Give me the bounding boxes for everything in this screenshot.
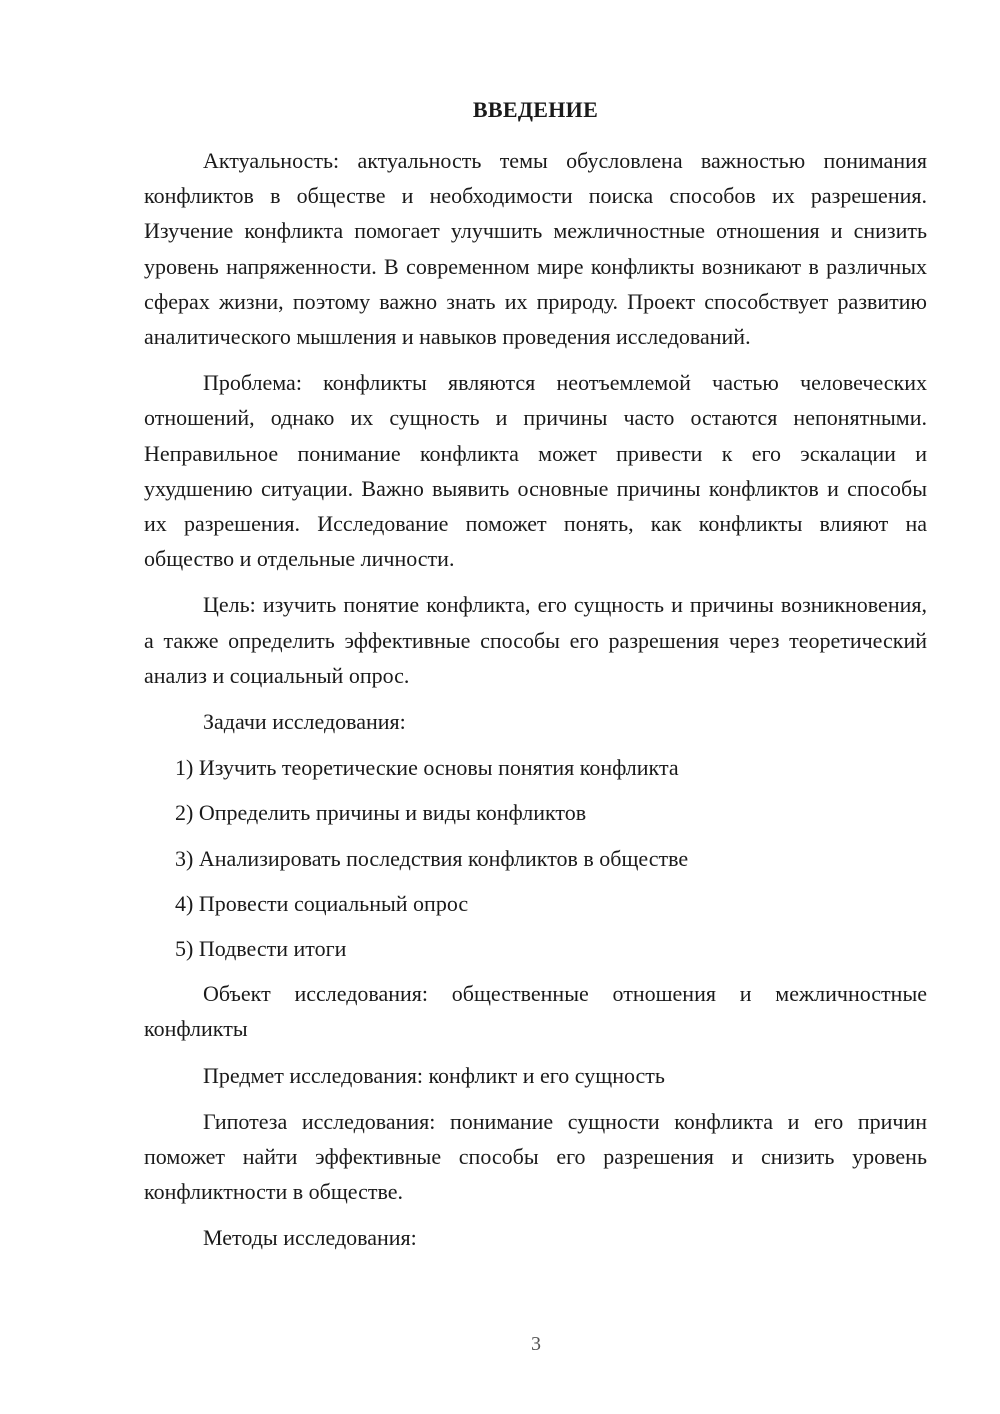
hypothesis-paragraph: Гипотеза исследования: понимание сущности конфликта и его причин поможет найти эффективные способы его разрешения и снизить уровень конфликтности в обществе.	[144, 1108, 927, 1205]
page-number: 3	[531, 1333, 541, 1355]
relevance-paragraph: Актуальность: актуальность темы обусловлена важностью понимания конфликтов в обществе и необходимости поиска способов их разрешения. Изучение конфликта помогает улучшить межличностные отношения и снизить уровень напряженности. В современном мире конфликты возникают в различных сферах жизни, поэтому важно знать их природу. Проект способствует развитию аналитического мышления и навыков проведения исследований.	[144, 148, 927, 350]
list-item: 5) Подвести итоги	[175, 936, 347, 962]
page-title: ВВЕДЕНИЕ	[472, 97, 599, 122]
list-item: 4) Провести социальный опрос	[175, 890, 469, 916]
subject-paragraph: Предмет исследования: конфликт и его сущность	[203, 1062, 665, 1088]
goal-paragraph: Цель: изучить понятие конфликта, его сущность и причины возникновения, а также определить эффективные способы его разрешения через теоретический анализ и социальный опрос.	[144, 592, 927, 688]
object-paragraph: Объект исследования: общественные отношения и межличностные конфликты	[144, 981, 927, 1042]
document-page	[144, 95, 927, 1267]
list-item: 3) Анализировать последствия конфликтов в обществе	[175, 845, 689, 871]
list-item: 2) Определить причины и виды конфликтов	[175, 800, 587, 826]
tasks-heading: Задачи исследования:	[203, 709, 406, 735]
list-item: 1) Изучить теоретические основы понятия конфликта	[175, 755, 679, 781]
methods-heading: Методы исследования:	[203, 1225, 417, 1251]
problem-paragraph: Проблема: конфликты являются неотъемлемой частью человеческих отношений, однако их сущность и причины часто остаются непонятными. Неправильное понимание конфликта может привести к его эскалации и ухудшению ситуации. Важно выявить основные причины конфликтов и способы их разрешения. Исследование поможет понять, как конфликты влияют на общество и отдельные личности.	[144, 370, 927, 572]
